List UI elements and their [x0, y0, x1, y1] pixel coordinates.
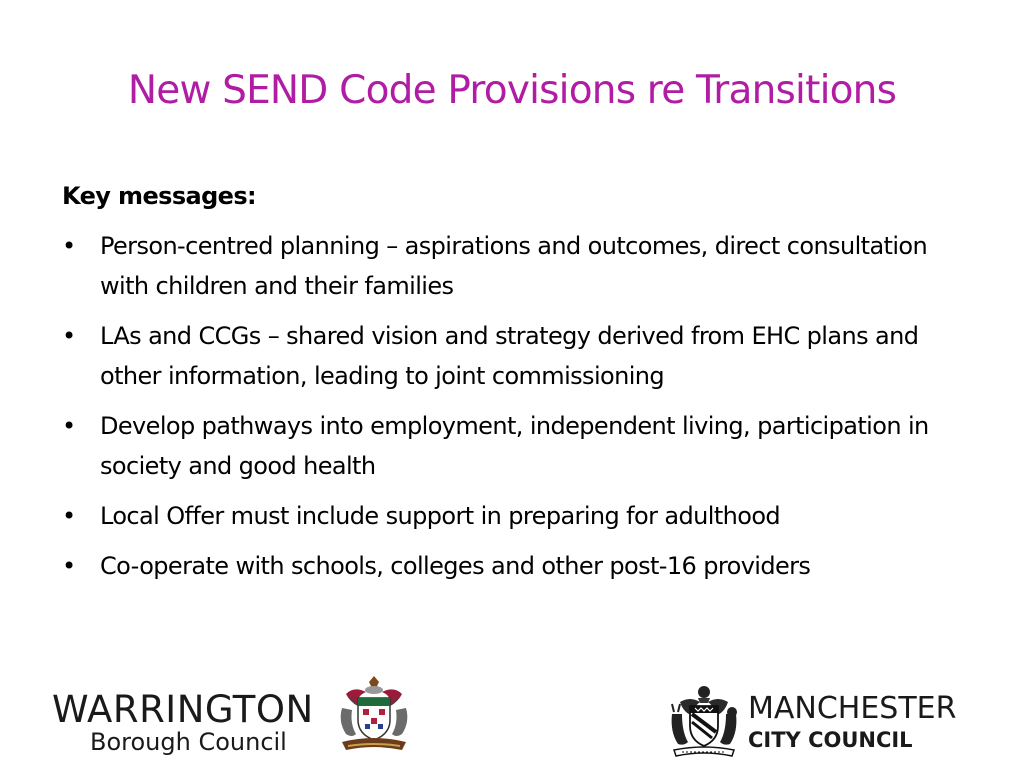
manchester-logo-name: MANCHESTER	[748, 691, 957, 726]
bullet-text: Co-operate with schools, colleges and other post-16 providers	[100, 552, 811, 580]
bullet-icon: •	[62, 552, 76, 580]
coat-of-arms-icon	[336, 674, 412, 756]
bullet-item	[62, 496, 982, 536]
warrington-logo	[52, 674, 412, 756]
bullet-list	[62, 226, 982, 586]
bullet-icon: •	[62, 502, 76, 530]
warrington-logo-name: WARRINGTON	[52, 688, 314, 731]
bullet-icon: •	[62, 322, 76, 350]
manchester-logo	[668, 684, 998, 762]
bullet-text: Person-centred planning – aspirations and outcomes, direct consultation with children and their families	[100, 232, 928, 300]
coat-of-arms-icon	[668, 684, 740, 760]
key-messages-heading: Key messages:	[62, 182, 257, 210]
manchester-logo-subtitle: CITY COUNCIL	[748, 728, 913, 752]
slide-title: New SEND Code Provisions re Transitions	[127, 68, 897, 113]
bullet-text: Local Offer must include support in preparing for adulthood	[100, 502, 781, 530]
bullet-icon: •	[62, 232, 76, 260]
bullet-item	[62, 546, 982, 586]
slide-body	[62, 176, 982, 596]
bullet-text: LAs and CCGs – shared vision and strategy derived from EHC plans and other information, leading to joint commissioning	[100, 322, 919, 390]
bullet-icon: •	[62, 412, 76, 440]
bullet-item	[62, 406, 982, 486]
warrington-logo-subtitle: Borough Council	[90, 728, 287, 756]
bullet-text: Develop pathways into employment, independent living, participation in society and good health	[100, 412, 929, 480]
bullet-item	[62, 226, 982, 306]
bullet-item	[62, 316, 982, 396]
